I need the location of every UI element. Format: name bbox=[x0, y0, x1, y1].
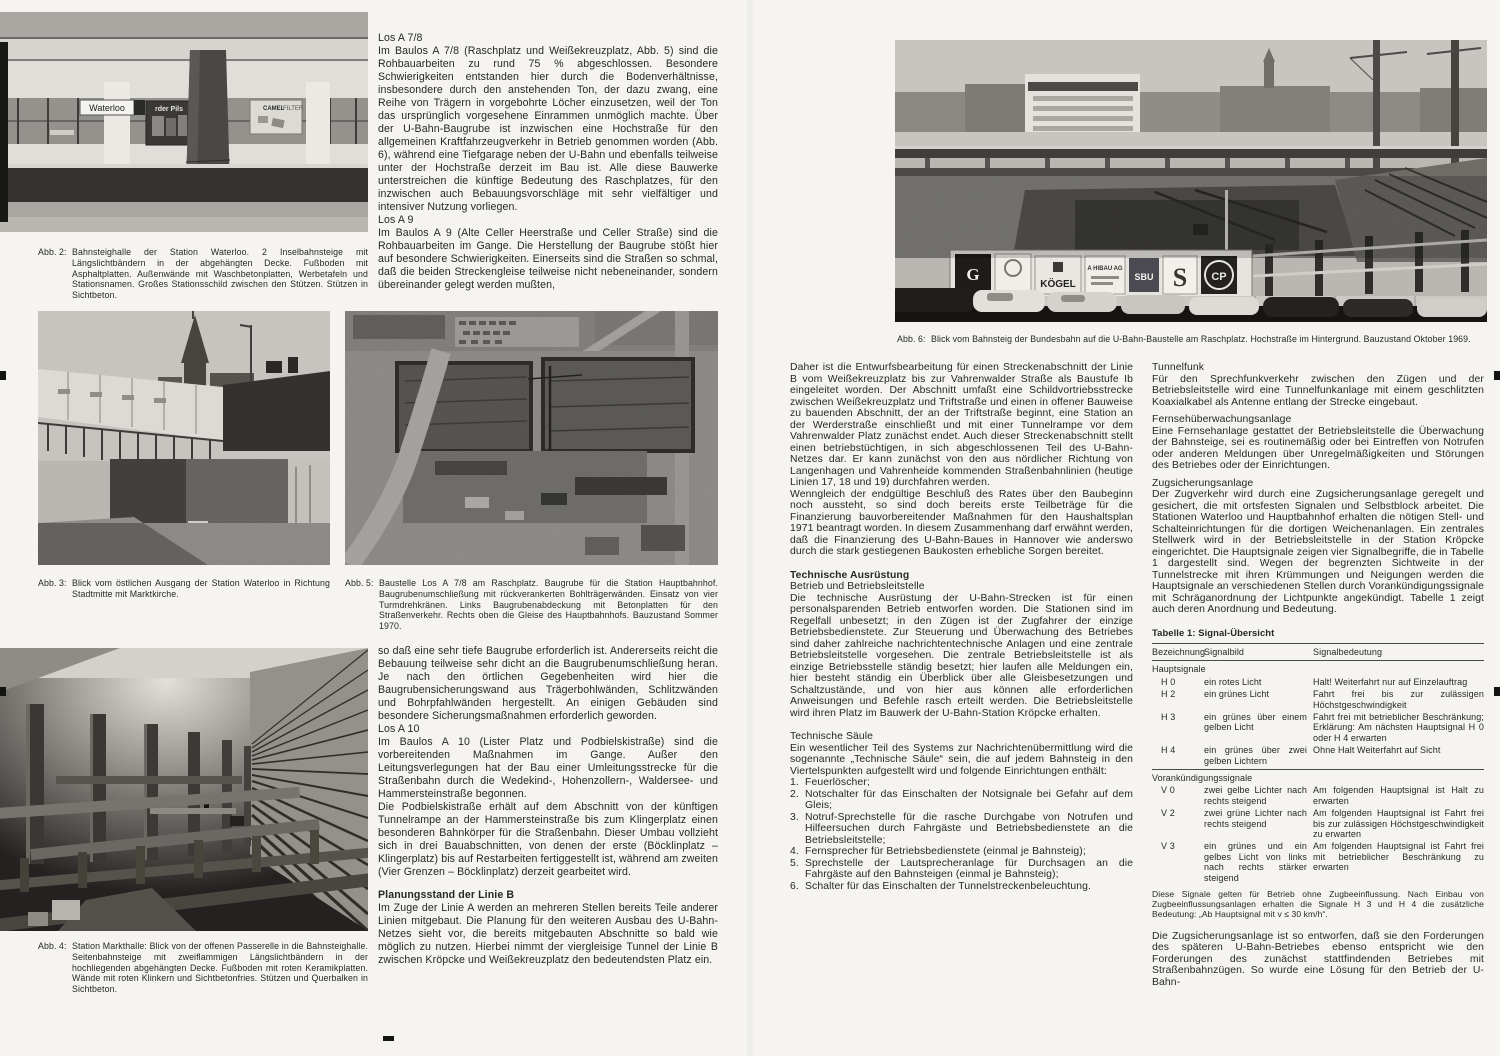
list-item: 5. Sprechstelle der Lautsprecheranlage für Durchsagen an die Fahrgäste auf den Bahnsteigen (einmal je Bahnsteig); bbox=[790, 857, 1133, 880]
list-item: 4. Fernsprecher für Betriebsbedienstete (einmal je Bahnsteig); bbox=[790, 846, 1086, 857]
paragraph: Ein wesentlicher Teil des Systems zur Nachrichtenübermittlung wird die sogenannte „Technische Säule“ sein, die auf jedem Bahnsteig in den Viertelspunkten aufgestellt wird und folgende Einrichtungen enthält: bbox=[790, 742, 1133, 777]
table-row: H 2 ein grünes Licht Fahrt frei bis zur zulässigen Höchstgeschwindigkeit bbox=[1161, 689, 1484, 710]
caption-abb3 bbox=[38, 578, 330, 600]
table-group-hauptsignale: Hauptsignale bbox=[1152, 664, 1206, 675]
paragraph: Eine Fernsehanlage gestattet der Betriebsleitstelle die Überwachung der Bahnsteige, sei es routinemäßig oder bei Eintreffen von Notrufen oder anderen Meldungen über Unregelmäßigkeiten und Störungen des Betriebes oder der Einrichtungen. bbox=[1152, 425, 1484, 471]
poster-camel bbox=[250, 100, 304, 134]
paragraph: so daß eine sehr tiefe Baugrube erforderlich ist. Andererseits reicht die Bebauung teilweise sehr dicht an die Baugrubenumschließung heran. Je nach den örtlichen Gegebenheiten wird hier die Baugrubensicherungswand aus Trägerbohlwänden, Schlitzwänden und Bohrpfahlwänden hergestellt. An einigen Gebäuden sind besondere Sicherungsmaßnahmen erforderlich geworden. bbox=[378, 645, 718, 722]
table-rule bbox=[1152, 660, 1484, 661]
table-title: Tabelle 1: Signal-Übersicht bbox=[1152, 626, 1275, 638]
paragraph: Die Podbielskistraße erhält auf dem Abschnitt von der künftigen Tunnelrampe an der Hammersteinstraße bis zum Klingerplatz einen besonderen Bahnkörper für die Straßenbahn. Dieser Umbau vollzieht sich in drei Bauabschnitten, von denen der erste (Böcklinplatz – Klingerplatz) bis auf Restarbeiten fertiggestellt ist, während am zweiten (Vier Grenzen – Böcklinplatz) derzeit gearbeitet wird. bbox=[378, 801, 718, 878]
poster-pils bbox=[146, 101, 192, 145]
poster-camel-label-b: FILTER bbox=[283, 106, 304, 112]
photo-station-markthalle bbox=[0, 648, 368, 931]
scan-mark bbox=[1494, 687, 1500, 696]
text-column-left-top bbox=[378, 32, 718, 292]
text-column-left-bottom bbox=[378, 645, 718, 967]
caption-text: Blick vom Bahnsteig der Bundesbahn auf die U-Bahn-Baustelle am Raschplatz. Hochstraße im Hintergrund. Bauzustand Oktober 1969. bbox=[931, 334, 1471, 344]
table-row: V 0 zwei gelbe Lichter nach rechts steigend Am folgenden Hauptsignal ist Halt zu erwarten bbox=[1161, 785, 1484, 806]
list-item: 3. Notruf-Sprechstelle für die rasche Durchgabe von Notrufen und Hilfeersuchen durch Fahrgäste und Betriebsbedienstete an die Betriebsleitstelle; bbox=[790, 811, 1133, 846]
page-gutter bbox=[746, 0, 754, 1056]
table-header-row: Bezeichnung Signalbild Signalbedeutung bbox=[1152, 646, 1383, 657]
scan-mark bbox=[0, 371, 6, 380]
caption-abb2 bbox=[38, 247, 368, 301]
signal-table bbox=[1152, 628, 1484, 920]
table-row: V 2 zwei grüne Lichter nach rechts steigend Am folgenden Hauptsignal ist Fahrt frei bis zur zulässigen Höchstgeschwindigkeit zu erwarten bbox=[1161, 808, 1484, 839]
section-heading-los-a10: Los A 10 bbox=[378, 723, 420, 735]
paragraph: Der Zugverkehr wird durch eine Zugsicherungsanlage geregelt und gesichert, die mit ortsfesten Signalen und Selbstblock arbeitet. Die Stationen Waterloo und Hauptbahnhof erhalten die nötigen Stell- und Schalteinrichtungen für die dortigen Weichenanlagen. Ein zentrales Stellwerk wird in der Betriebsleitstelle in der Station Kröpcke eingerichtet. Die Hauptsignale zeigen vier Signalbegriffe, die in Tabelle 1 dargestellt sind. Wegen der begrenzten Sichtweite in der Tunnelstrecke mit ihren Krümmungen und Neigungen werden die Hauptsignale an verschiedenen Stellen durch Vorankündigungssignale mit Schräganordnung der Lichtpunkte angekündigt. Tabelle 1 zeigt auch deren Anordnung und Bedeutung. bbox=[1152, 489, 1484, 615]
caption-text: Blick vom östlichen Ausgang der Station Waterloo in Richtung Stadtmitte mit Marktkirche. bbox=[72, 578, 330, 599]
billboard-sbu: SBU bbox=[1134, 272, 1154, 282]
paragraph: Die technische Ausrüstung der U-Bahn-Strecken ist für einen personalsparenden Betrieb entworfen worden. Die Stationen sind im Regelfall unbesetzt; in den Zügen ist der Zugfahrer der einzige Betriebsbedienstete. Zur Steuerung und Überwachung des Betriebes sind daher zahlreiche nachrichtentechnische Anlagen und eine zentrale Betriebsleitstelle vorgesehen. Die zentrale Betriebsleitstelle ist als einzige Betriebsstelle ständig besetzt; hier laufen alle Meldungen ein, hier besteht ständig ein Überblick über alle Gleisbesetzungen und Schaltzustände, und von hier aus können alle erforderlichen Anweisungen und Befehle rasch erteilt werden. Die Betriebsleitstelle wird ihren Platz im Bauwerk der U-Bahn-Station Kröpcke erhalten. bbox=[790, 592, 1133, 719]
station-sign bbox=[80, 100, 145, 115]
hochstrasse-deck bbox=[895, 149, 1487, 158]
section-heading-technische-ausruestung: Technische Ausrüstung bbox=[790, 569, 910, 581]
paragraph: Im Zuge der Linie A werden an mehreren Stellen bereits Teile anderer Linien mitgebaut. Die Planung für den weiteren Ausbau des U-Bahn-Netzes sieht vor, die bereits mitgebauten Abschnitte so bald wie möglich zu nutzen. Hierbei nimmt der viergleisige Tunnel der Linie B zwischen Kröpcke und Weißekreuzplatz den bedeutendsten Platz ein. bbox=[378, 902, 718, 966]
platform-pillar bbox=[306, 82, 330, 170]
platform-pillar bbox=[104, 82, 130, 170]
scan-mark bbox=[0, 687, 6, 696]
scan-mark bbox=[383, 1036, 394, 1041]
billboard-koegel: KÖGEL bbox=[1040, 279, 1076, 290]
subheading-zugsicherung: Zugsicherungsanlage bbox=[1152, 477, 1254, 489]
section-heading-los-a9: Los A 9 bbox=[378, 214, 414, 226]
billboard-g: G bbox=[966, 265, 980, 284]
caption-text: Baustelle Los A 7/8 am Raschplatz. Baugrube für die Station Hauptbahnhof. Baugrubenumschließung mit rückverankerten Bohlträgerwänden. Einsatz von vier Turmdrehkränen. Links Baugrubenabdeckung mit Betonplatten für den Straßenverkehr. Rechts oben die Gleise des Hauptbahnhofs. Bauzustand Sommer 1970. bbox=[379, 578, 718, 632]
subheading-fernsehueberwachung: Fernsehüberwachungsanlage bbox=[1152, 414, 1292, 425]
table-row: H 0 ein rotes Licht Halt! Weiterfahrt nur auf Einzelauftrag bbox=[1161, 676, 1468, 687]
billboard-cp: CP bbox=[1211, 271, 1227, 283]
photo-station-waterloo bbox=[0, 12, 368, 232]
paragraph: Im Baulos A 10 (Lister Platz und Podbielskistraße) sind die vorbereitenden Maßnahmen im Gange. Außer den Leitungsverlegungen hat der Bau einer Umleitungsstrecke für die Straßenbahn durch die Wedekind-, Hohenzollern-, Waldersee- und Hammersteinstraße begonnen. bbox=[378, 736, 718, 800]
table-rule bbox=[1152, 643, 1484, 644]
list-item: 1. Feuerlöscher; bbox=[790, 777, 870, 788]
caption-label: Abb. 4: bbox=[38, 941, 67, 951]
paragraph: Wenngleich der endgültige Beschluß des Rates über den Baubeginn noch aussteht, so sind doch bereits erste Teilbeträge für die Finanzierung bauvorbereitender Maßnahmen für den Haushaltsplan 1971 beantragt worden. In diesem Zusammenhang darf erwähnt werden, daß die Finanzierung des U-Bahn-Baues in Hannover wie anderswo durch die stark gestiegenen Baukosten erhebliche Sorgen bereitet. bbox=[790, 488, 1133, 557]
photo-raschplatz-aerial bbox=[345, 311, 718, 565]
table-row: H 3 ein grünes über einem gelben Licht Fahrt frei mit betrieblicher Beschränkung; Erklärung: Am nächsten Hauptsignal H 0 oder H 4 erwarten bbox=[1161, 711, 1484, 743]
section-heading-los-a78: Los A 7/8 bbox=[378, 32, 423, 44]
caption-text: Bahnsteighalle der Station Waterloo. 2 Inselbahnsteige mit Längslichtbändern in der abgehängten Decke. Fußboden mit Asphaltplatten. Außenwände mit Waschbetonplatten, Werbetafeln und Stationsnamen. Großes Stationsschild zwischen den Stützen. Stützen in Sichtbeton. bbox=[72, 247, 368, 301]
table-rule bbox=[1152, 769, 1484, 770]
paragraph: Im Baulos A 7/8 (Raschplatz und Weißekreuzplatz, Abb. 5) sind die Rohbauarbeiten zu rund 75 % abgeschlossen. Besondere Schwierigkeiten entstanden hier durch die Bodenverhältnisse, insbesondere durch den anstehenden Ton, der dazu zwang, eine Reihe von Trägern in vorgebohrte Löcher einzusetzen, weil der Ton das ursprünglich vorgesehene Einrammen unmöglich machte. Über der U-Bahn-Baugrube ist inzwischen eine Hochstraße für den allgemeinen Kraftfahrzeugverkehr in Betrieb genommen worden (Abb. 6), während eine Tiefgarage neben der U-Bahn und ebenfalls teilweise unter der Hochstraße derzeit im Bau ist. Alle diese Bauwerke unterstreichen die künftige Bedeutung des Raschplatzes, für den inzwischen auch Bebauungsvorschläge mit sehr vielfältiger und intensiver Nutzung vorliegen. bbox=[378, 45, 718, 213]
caption-label: Abb. 2: bbox=[38, 247, 67, 257]
paragraph: Im Baulos A 9 (Alte Celler Heerstraße und Celler Straße) sind die Rohbauarbeiten im Gange. Die Herstellung der Baugrube stößt hier auf besondere Schwierigkeiten. Einerseits sind die Straßen so schmal, daß die beiden Streckengleise teilweise nicht nebeneinander, sondern übereinander gelegt werden mußten, bbox=[378, 227, 718, 291]
paragraph: Für den Sprechfunkverkehr zwischen den Zügen und der Betriebsleitstelle wird eine Tunnelfunkanlage mit einem geschlitzten Koaxialkabel als Antenne entlang der Strecke eingebaut. bbox=[1152, 373, 1484, 408]
caption-label: Abb. 5: bbox=[345, 578, 374, 588]
caption-abb6 bbox=[897, 334, 1483, 345]
table-row: H 4 ein grünes über zwei gelben Lichtern Ohne Halt Weiterfahrt auf Sicht bbox=[1161, 745, 1441, 766]
section-heading-planungsstand: Planungsstand der Linie B bbox=[378, 889, 515, 901]
station-sign-label: Waterloo bbox=[89, 103, 125, 113]
billboard-hibau: A HIBAU AG bbox=[1087, 266, 1123, 272]
table-footnote: Diese Signale gelten für Betrieb ohne Zugbeeinflussung. Nach Einbau von Zugbeeinflussungsanlagen erhalten die Signale H 3 und H 4 die zusätzliche Bedeutung: „Ab Hauptsignal mit v ≤ 30 km/h“. bbox=[1152, 889, 1484, 919]
subheading-tunnelfunk: Tunnelfunk bbox=[1152, 362, 1205, 373]
poster-camel-label-a: CAMEL bbox=[263, 106, 285, 112]
paragraph: Daher ist die Entwurfsbearbeitung für einen Streckenabschnitt der Linie B vom Weißekreuzplatz bis zur Vahrenwalder Straße als Baustufe Ib eingeleitet worden. Der Abschnitt umfaßt eine Schildvortriebsstrecke zwischen Weißekreuzplatz und Triftstraße und einen in offener Bauweise zu bauenden Abschnitt, der an der Triftstraße beginnt, eine Station an der Werderstraße einschließt und mit einer Tunnelrampe vor dem Vahrenwalder Platz zunächst endet. Auch dieser Streckenabschnitt stellt einen betriebstüchtigen, in sich abgeschlossenen Teil des U-Bahn-Netzes dar. Er kann zunächst von den aus nördlicher Richtung von Langenhagen und Vahrenheide kommenden Straßenbahnlinien (heutige Linien 17, 18 und 19) durchfahren werden. bbox=[790, 362, 1133, 488]
billboard-s: S bbox=[1172, 263, 1188, 292]
list-item: 6. Schalter für das Einschalten der Tunnelstreckenbeleuchtung. bbox=[790, 880, 1092, 892]
text-column-right-right bbox=[1152, 362, 1484, 988]
subheading-betrieb: Betrieb und Betriebsleitstelle bbox=[790, 581, 925, 592]
caption-label: Abb. 3: bbox=[38, 578, 67, 588]
paragraph: Die Zugsicherungsanlage ist so entworfen, daß sie den Forderungen des späteren U-Bahn-Betriebes ebenso entspricht wie den Forderungen des zunächst stattfindenden Betriebes mit Straßenbahnzügen. So wurde eine Lösung für den Betrieb der U-Bahn- bbox=[1152, 930, 1484, 988]
list-item: 2. Notschalter für das Einschalten der Notsignale bei Gefahr auf dem Gleis; bbox=[790, 788, 1133, 811]
photo-waterloo-exit-marktkirche bbox=[38, 311, 330, 565]
caption-abb5 bbox=[345, 578, 718, 632]
poster-pils-label: rder Pils bbox=[154, 106, 184, 113]
scan-mark bbox=[1494, 371, 1500, 380]
table-group-vorankuendigung: Vorankündigungssignale bbox=[1152, 772, 1253, 783]
text-column-right-left bbox=[790, 362, 1133, 892]
caption-abb4 bbox=[38, 941, 368, 995]
table-row: V 3 ein grünes und ein gelbes Licht von links nach rechts stärker steigend Am folgenden Hauptsignal ist Fahrt frei mit betrieblicher Beschränkung zu erwarten bbox=[1161, 841, 1484, 883]
photo-raschplatz-baustelle bbox=[895, 40, 1487, 322]
caption-text: Station Markthalle: Blick von der offenen Passerelle in die Bahnsteighalle. Seitenbahnsteige mit zweiflammigen Längslichtbändern in der hochliegenden abgehängten Decke. Fußboden mit roten Keramikplatten. Wände mit roten Klinkern und Sichtbetonfries. Stützen und Querbalken in Sichtbeton. bbox=[72, 941, 368, 995]
caption-label: Abb. 6: bbox=[897, 334, 926, 344]
subheading-technische-saeule: Technische Säule bbox=[790, 731, 874, 742]
